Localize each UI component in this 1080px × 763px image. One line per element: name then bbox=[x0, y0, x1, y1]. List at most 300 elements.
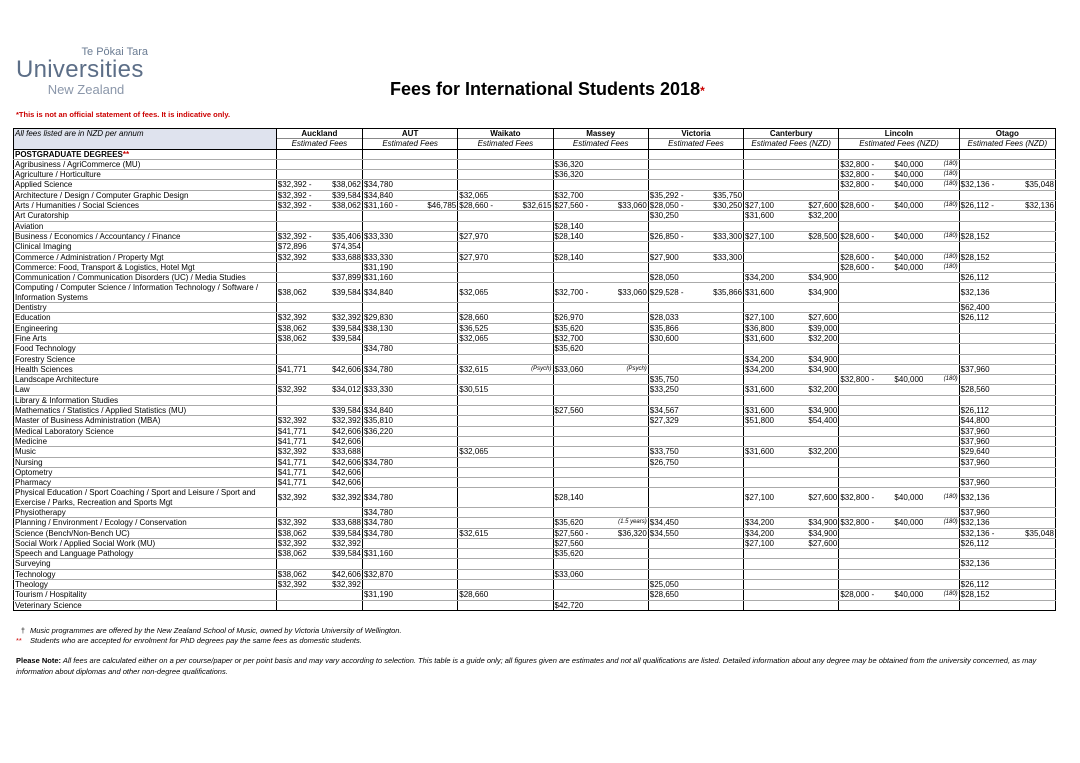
fee-value: $37,899 bbox=[332, 273, 361, 283]
table-row bbox=[14, 406, 1056, 416]
fee-value: $32,065 bbox=[459, 190, 489, 200]
fee-value: $39,584 bbox=[332, 190, 361, 200]
fee-cell bbox=[744, 170, 839, 180]
disclaimer: *This is not an official statement of fees. It is indicative only. bbox=[16, 110, 231, 119]
fee-cell bbox=[362, 221, 457, 231]
fee-cell bbox=[458, 528, 553, 538]
fee-value: $39,584 bbox=[332, 323, 361, 333]
fee-cell bbox=[648, 436, 743, 446]
fee-cell bbox=[458, 303, 553, 313]
section-label-marks: ** bbox=[122, 149, 130, 159]
fee-cell bbox=[276, 170, 362, 180]
fee-cell bbox=[648, 221, 743, 231]
fee-cell bbox=[276, 569, 362, 579]
fee-cell bbox=[839, 364, 959, 374]
table-row bbox=[14, 283, 1056, 303]
fee-cell bbox=[744, 467, 839, 477]
fee-value: $35,750 bbox=[649, 375, 679, 385]
fee-cell bbox=[553, 262, 648, 272]
fee-cell bbox=[744, 273, 839, 283]
col-header-aut: AUT bbox=[362, 129, 457, 139]
fee-value: $28,152 bbox=[960, 252, 990, 262]
fee-cell bbox=[648, 426, 743, 436]
fee-cell bbox=[648, 344, 743, 354]
fee-cell bbox=[744, 538, 839, 548]
fee-cell bbox=[553, 426, 648, 436]
fee-value: $32,615 bbox=[459, 528, 489, 538]
fee-note: (180) bbox=[943, 253, 958, 260]
fee-cell bbox=[458, 559, 553, 569]
fee-cell bbox=[648, 518, 743, 528]
fee-value: $34,900 bbox=[808, 354, 838, 364]
fee-value: $33,060 bbox=[617, 201, 647, 211]
fee-cell bbox=[744, 262, 839, 272]
fee-cell bbox=[959, 528, 1055, 538]
table-row bbox=[14, 559, 1056, 569]
fee-value: $27,100 bbox=[745, 493, 774, 503]
col-subheader: Estimated Fees bbox=[553, 139, 648, 149]
fee-cell bbox=[959, 354, 1055, 364]
fee-value: $37,960 bbox=[960, 426, 990, 436]
fee-value: $26,750 bbox=[649, 457, 679, 467]
fee-cell bbox=[458, 457, 553, 467]
table-row bbox=[14, 231, 1056, 241]
fee-value: $42,606 bbox=[332, 436, 361, 446]
footnote-mark: † bbox=[20, 626, 26, 635]
table-row bbox=[14, 549, 1056, 559]
fee-cell bbox=[553, 344, 648, 354]
fee-cell bbox=[458, 190, 553, 200]
fee-cell bbox=[839, 488, 959, 508]
fee-value: $33,330 bbox=[363, 231, 393, 241]
col-subheader: Estimated Fees bbox=[362, 139, 457, 149]
fee-cell bbox=[276, 467, 362, 477]
fee-cell bbox=[648, 447, 743, 457]
programme-name: Health Sciences bbox=[14, 364, 277, 374]
fee-cell bbox=[839, 303, 959, 313]
table-row bbox=[14, 252, 1056, 262]
fee-cell bbox=[744, 507, 839, 517]
fee-value: $39,584 bbox=[332, 549, 361, 559]
table-row bbox=[14, 313, 1056, 323]
fee-value: $33,750 bbox=[649, 447, 679, 457]
table-row bbox=[14, 580, 1056, 590]
fee-value: $32,136 bbox=[960, 288, 990, 298]
footnote-text: Music programmes are offered by the New Zealand School of Music, owned by Victoria University of Wellington. bbox=[30, 626, 402, 635]
programme-name: Music bbox=[14, 447, 277, 457]
please-note-text: All fees are calculated either on a per course/paper or per point basis and may vary according to selection. This table is a guide only; all figures given are estimates and not all qualifications are listed. Detailed information about any degree may be obtained from the university concerned, as may information about diplomas and other non-degree qualifications. bbox=[16, 656, 1037, 676]
fee-value: $32,392 bbox=[277, 252, 307, 262]
fee-cell bbox=[553, 313, 648, 323]
fee-cell bbox=[553, 323, 648, 333]
fee-value: $40,000 bbox=[894, 590, 924, 600]
fee-cell bbox=[553, 488, 648, 508]
fee-value: $40,000 bbox=[894, 252, 924, 262]
fee-cell bbox=[744, 159, 839, 169]
fee-cell bbox=[362, 375, 457, 385]
fee-cell bbox=[648, 323, 743, 333]
fee-value: $34,840 bbox=[363, 288, 393, 298]
programme-name: Optometry bbox=[14, 467, 277, 477]
section-label bbox=[14, 149, 277, 159]
fee-value: $40,000 bbox=[894, 231, 924, 241]
col-subheader: Estimated Fees bbox=[458, 139, 553, 149]
fee-value: $33,060 bbox=[554, 569, 584, 579]
table-row bbox=[14, 323, 1056, 333]
fee-cell bbox=[362, 518, 457, 528]
fee-value: $36,320 bbox=[554, 159, 584, 169]
programme-name: Clinical Imaging bbox=[14, 242, 277, 252]
fee-cell bbox=[959, 569, 1055, 579]
fee-cell bbox=[959, 580, 1055, 590]
fee-cell bbox=[362, 252, 457, 262]
programme-name: Pharmacy bbox=[14, 478, 277, 488]
fee-cell bbox=[744, 436, 839, 446]
fee-cell bbox=[744, 190, 839, 200]
fee-note: (180) bbox=[943, 263, 958, 270]
fee-value: $30,250 bbox=[649, 211, 679, 221]
col-header-canterbury: Canterbury bbox=[744, 129, 839, 139]
fee-cell bbox=[959, 252, 1055, 262]
fee-cell bbox=[648, 488, 743, 508]
fee-cell bbox=[744, 354, 839, 364]
fee-cell bbox=[276, 344, 362, 354]
fee-cell bbox=[839, 262, 959, 272]
fee-value: $35,620 bbox=[554, 323, 584, 333]
fee-value: $32,700 bbox=[554, 333, 584, 343]
fee-cell bbox=[458, 395, 553, 405]
fee-value: $27,560 - bbox=[554, 201, 589, 211]
fee-cell bbox=[959, 375, 1055, 385]
fee-cell bbox=[959, 488, 1055, 508]
fee-value: $34,567 bbox=[649, 406, 679, 416]
fee-value: $28,033 bbox=[649, 313, 679, 323]
fee-value: $33,060 bbox=[617, 288, 647, 298]
programme-name: Mathematics / Statistics / Applied Statistics (MU) bbox=[14, 406, 277, 416]
fee-value: $32,392 bbox=[332, 313, 361, 323]
fee-value: $33,688 bbox=[332, 447, 361, 457]
fee-value: $32,392 - bbox=[277, 180, 312, 190]
fee-cell bbox=[839, 426, 959, 436]
fee-value: $31,160 bbox=[363, 273, 393, 283]
fee-value: $27,600 bbox=[808, 538, 838, 548]
fee-value: $32,392 bbox=[332, 538, 361, 548]
fee-cell bbox=[553, 447, 648, 457]
fee-cell bbox=[959, 478, 1055, 488]
fee-value: $29,640 bbox=[960, 447, 990, 457]
fee-cell bbox=[458, 159, 553, 169]
fee-cell bbox=[362, 313, 457, 323]
fee-cell bbox=[839, 201, 959, 211]
fee-cell bbox=[959, 507, 1055, 517]
fee-cell bbox=[553, 221, 648, 231]
fee-cell bbox=[362, 488, 457, 508]
programme-name: Food Technology bbox=[14, 344, 277, 354]
fee-cell bbox=[959, 457, 1055, 467]
fee-cell bbox=[362, 447, 457, 457]
fee-value: $27,600 bbox=[808, 201, 838, 211]
fee-cell bbox=[458, 447, 553, 457]
fee-value: $62,400 bbox=[960, 303, 990, 313]
fee-cell bbox=[276, 416, 362, 426]
fee-cell bbox=[839, 354, 959, 364]
fee-value: $34,012 bbox=[332, 385, 361, 395]
fee-cell bbox=[959, 549, 1055, 559]
fee-cell bbox=[839, 580, 959, 590]
fee-cell bbox=[648, 170, 743, 180]
fee-cell bbox=[276, 559, 362, 569]
fee-cell bbox=[362, 569, 457, 579]
fee-cell bbox=[276, 406, 362, 416]
fee-value: $34,780 bbox=[363, 493, 393, 503]
fee-cell bbox=[553, 507, 648, 517]
fee-value: $33,300 bbox=[713, 231, 743, 241]
fee-cell bbox=[276, 283, 362, 303]
fee-cell bbox=[458, 273, 553, 283]
fee-cell bbox=[839, 406, 959, 416]
fee-cell bbox=[839, 283, 959, 303]
col-subheader: Estimated Fees bbox=[648, 139, 743, 149]
fee-value: $37,960 bbox=[960, 507, 990, 517]
fee-cell bbox=[362, 457, 457, 467]
fee-value: $28,152 bbox=[960, 231, 990, 241]
fee-value: $32,392 bbox=[277, 313, 307, 323]
programme-name: Library & Information Studies bbox=[14, 395, 277, 405]
fee-cell bbox=[276, 159, 362, 169]
table-row bbox=[14, 488, 1056, 508]
programme-name: Architecture / Design / Computer Graphic Design bbox=[14, 190, 277, 200]
fee-cell bbox=[648, 507, 743, 517]
fee-cell bbox=[839, 416, 959, 426]
fee-cell bbox=[744, 242, 839, 252]
table-row bbox=[14, 242, 1056, 252]
fee-cell bbox=[839, 549, 959, 559]
footnote-mark: ** bbox=[16, 636, 22, 645]
fee-value: $41,771 bbox=[277, 478, 307, 488]
fee-cell bbox=[276, 436, 362, 446]
fee-value: $27,100 bbox=[745, 231, 774, 241]
fee-cell bbox=[276, 364, 362, 374]
fee-cell bbox=[648, 416, 743, 426]
fee-cell bbox=[553, 549, 648, 559]
programme-name: Commerce: Food, Transport & Logistics, Hotel Mgt bbox=[14, 262, 277, 272]
programme-name: Medicine bbox=[14, 436, 277, 446]
fee-value: $37,960 bbox=[960, 364, 990, 374]
fee-cell bbox=[839, 159, 959, 169]
programme-name: Nursing bbox=[14, 457, 277, 467]
fee-cell bbox=[553, 569, 648, 579]
fee-value: $34,780 bbox=[363, 528, 393, 538]
fee-value: $39,584 bbox=[332, 406, 361, 416]
fee-cell bbox=[648, 262, 743, 272]
programme-name: Agribusiness / AgriCommerce (MU) bbox=[14, 159, 277, 169]
fee-value: $26,112 bbox=[960, 273, 989, 283]
fee-value: $39,584 bbox=[332, 288, 361, 298]
fee-value: $32,392 bbox=[332, 493, 361, 503]
fee-value: $42,606 bbox=[332, 467, 361, 477]
fee-value: $40,000 bbox=[894, 159, 924, 169]
fee-cell bbox=[959, 447, 1055, 457]
fee-cell bbox=[648, 242, 743, 252]
fee-note: (180) bbox=[943, 376, 958, 383]
table-row bbox=[14, 436, 1056, 446]
fee-cell bbox=[362, 333, 457, 343]
fee-cell bbox=[744, 211, 839, 221]
fee-cell bbox=[276, 457, 362, 467]
fee-cell bbox=[276, 333, 362, 343]
fee-cell bbox=[458, 426, 553, 436]
fee-cell bbox=[744, 344, 839, 354]
fee-cell bbox=[839, 395, 959, 405]
fee-cell bbox=[553, 600, 648, 610]
fee-cell bbox=[839, 211, 959, 221]
please-note-label: Please Note: bbox=[16, 656, 62, 665]
fee-value: $35,292 - bbox=[649, 190, 684, 200]
fee-value: $30,600 bbox=[649, 333, 679, 343]
fee-cell bbox=[362, 170, 457, 180]
fee-value: $32,136 - bbox=[960, 180, 995, 190]
fee-cell bbox=[744, 416, 839, 426]
fee-cell bbox=[458, 242, 553, 252]
table-row bbox=[14, 262, 1056, 272]
fee-cell bbox=[553, 375, 648, 385]
fee-value: $34,780 bbox=[363, 507, 393, 517]
fee-cell bbox=[458, 569, 553, 579]
programme-name: Art Curatorship bbox=[14, 211, 277, 221]
fee-value: $74,354 bbox=[332, 242, 361, 252]
fee-cell bbox=[362, 190, 457, 200]
fee-cell bbox=[553, 201, 648, 211]
fee-cell bbox=[458, 201, 553, 211]
fee-cell bbox=[276, 375, 362, 385]
fee-cell bbox=[362, 436, 457, 446]
fee-cell bbox=[959, 590, 1055, 600]
fee-cell bbox=[458, 252, 553, 262]
table-row bbox=[14, 507, 1056, 517]
fee-cell bbox=[648, 201, 743, 211]
fee-cell bbox=[648, 211, 743, 221]
table-row bbox=[14, 447, 1056, 457]
fee-note: (180) bbox=[943, 171, 958, 178]
fee-value: $32,800 - bbox=[840, 518, 875, 528]
fee-cell bbox=[276, 273, 362, 283]
fee-value: $25,050 bbox=[649, 580, 679, 590]
fee-value: $42,606 bbox=[332, 478, 361, 488]
fee-cell bbox=[553, 406, 648, 416]
fee-cell bbox=[276, 549, 362, 559]
fee-value: $34,900 bbox=[808, 273, 838, 283]
fee-cell bbox=[744, 252, 839, 262]
programme-name: Education bbox=[14, 313, 277, 323]
fee-value: $42,606 bbox=[332, 457, 361, 467]
fee-cell bbox=[276, 488, 362, 508]
fee-value: $41,771 bbox=[277, 436, 307, 446]
fee-value: $35,866 bbox=[713, 288, 743, 298]
fee-value: $33,688 bbox=[332, 252, 361, 262]
fee-cell bbox=[744, 590, 839, 600]
fee-value: $32,200 bbox=[808, 385, 838, 395]
fee-cell bbox=[959, 406, 1055, 416]
table-row bbox=[14, 395, 1056, 405]
fee-cell bbox=[648, 590, 743, 600]
programme-name: Veterinary Science bbox=[14, 600, 277, 610]
fee-cell bbox=[276, 231, 362, 241]
fee-value: $40,000 bbox=[894, 262, 924, 272]
logo-subtitle: New Zealand bbox=[47, 82, 125, 97]
fee-value: $41,771 bbox=[277, 457, 307, 467]
fee-cell bbox=[458, 221, 553, 231]
fee-cell bbox=[839, 507, 959, 517]
fee-value: $36,320 bbox=[617, 528, 647, 538]
fee-cell bbox=[362, 600, 457, 610]
fee-value: $32,700 - bbox=[554, 288, 589, 298]
fee-value: $34,200 bbox=[745, 273, 774, 283]
fee-cell bbox=[362, 580, 457, 590]
fee-cell bbox=[458, 436, 553, 446]
fee-cell bbox=[839, 375, 959, 385]
fee-cell bbox=[839, 447, 959, 457]
fee-note: (180) bbox=[943, 519, 958, 526]
fee-cell bbox=[276, 447, 362, 457]
fee-value: $34,200 bbox=[745, 528, 774, 538]
fee-value: $34,200 bbox=[745, 518, 774, 528]
fee-cell bbox=[362, 273, 457, 283]
fee-cell bbox=[839, 590, 959, 600]
fee-cell bbox=[959, 323, 1055, 333]
fee-value: $28,050 - bbox=[649, 201, 684, 211]
fee-cell bbox=[744, 457, 839, 467]
fee-value: $27,100 bbox=[745, 313, 774, 323]
fee-value: $35,866 bbox=[649, 323, 679, 333]
fee-value: $28,500 bbox=[808, 231, 838, 241]
fee-cell bbox=[648, 600, 743, 610]
fee-value: $27,329 bbox=[649, 416, 679, 426]
col-header-waikato: Waikato bbox=[458, 129, 553, 139]
fee-cell bbox=[959, 190, 1055, 200]
table-row bbox=[14, 385, 1056, 395]
fee-cell bbox=[362, 354, 457, 364]
fee-value: $40,000 bbox=[894, 375, 924, 385]
fee-value: $28,600 - bbox=[840, 231, 875, 241]
table-row bbox=[14, 221, 1056, 231]
table-row bbox=[14, 478, 1056, 488]
fee-cell bbox=[959, 395, 1055, 405]
fee-cell bbox=[959, 333, 1055, 343]
fee-cell bbox=[553, 528, 648, 538]
fee-cell bbox=[744, 569, 839, 579]
fee-cell bbox=[458, 518, 553, 528]
fee-cell bbox=[648, 231, 743, 241]
fee-value: $32,870 bbox=[363, 569, 393, 579]
programme-name: Science (Bench/Non-Bench UC) bbox=[14, 528, 277, 538]
fee-value: $38,062 bbox=[277, 549, 307, 559]
fee-cell bbox=[959, 364, 1055, 374]
fee-cell bbox=[744, 559, 839, 569]
fee-value: $34,900 bbox=[808, 406, 838, 416]
fee-value: $27,100 bbox=[745, 201, 774, 211]
fee-cell bbox=[744, 518, 839, 528]
fee-cell bbox=[458, 538, 553, 548]
fee-cell bbox=[458, 211, 553, 221]
fee-cell bbox=[362, 395, 457, 405]
fee-value: $38,062 bbox=[277, 528, 307, 538]
table-row bbox=[14, 354, 1056, 364]
fee-cell bbox=[362, 467, 457, 477]
fee-cell bbox=[959, 170, 1055, 180]
fee-value: $37,960 bbox=[960, 478, 990, 488]
fee-value: $32,392 bbox=[332, 580, 361, 590]
fee-cell bbox=[362, 262, 457, 272]
